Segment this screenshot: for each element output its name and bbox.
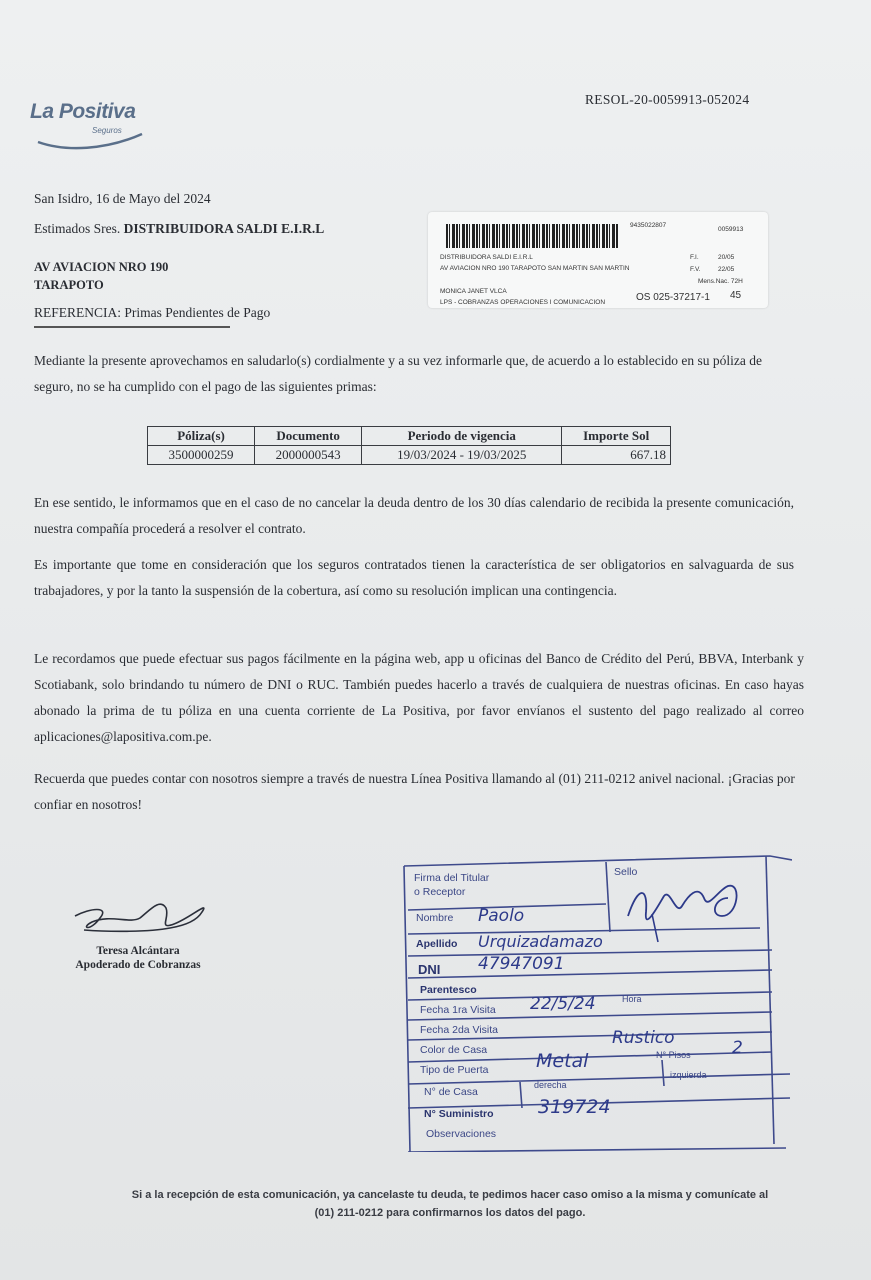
cell-periodo: 19/03/2024 - 19/03/2025 [362,446,562,465]
addressee-line [34,216,324,242]
label-mens: Mens.Nac. 72H [698,278,743,285]
logo-sub: Seguros [92,126,122,135]
stamp-suministro: N° Suministro [424,1108,494,1120]
stamp-izquierda: izquierda [670,1070,707,1080]
stamp-apellido-value: Urquizadamazo [478,932,603,951]
signature-icon [70,888,220,948]
col-periodo: Periodo de vigencia [362,427,562,446]
paragraph-1: Mediante la presente aprovechamos en saludarlo(s) cordialmente y a su vez informarle que, de acuerdo a lo establecido en su póliza de seguro, no se ha cumplido con el pago de las siguientes primas: [34,353,762,394]
logo-name: La Positiva [30,100,136,123]
stamp-derecha: derecha [534,1080,567,1090]
resolution-code: RESOL-20-0059913-052024 [585,92,750,107]
stamp-parentesco: Parentesco [420,984,477,996]
stamp-suministro-value: 319724 [538,1096,611,1118]
stamp-sello: Sello [614,866,638,878]
signatory [58,944,218,972]
label-dept: LPS - COBRANZAS OPERACIONES I COMUNICACION [440,299,606,306]
label-address: AV AVIACION NRO 190 TARAPOTO SAN MARTIN SAN MARTIN [440,265,630,272]
table-header-row [148,427,671,446]
subject-underline [34,326,230,328]
signatory-name: Teresa Alcántara [96,945,180,957]
stamp-tipo: Tipo de Puerta [420,1064,489,1076]
paragraph-4: Le recordamos que puede efectuar sus pagos fácilmente en la página web, app u oficinas del Banco de Crédito del Perú, BBVA, Interbank y Scotiabank, solo brindando tu número de DNI o RUC. También puedes hacerlo a través de cualquiera de nuestras oficinas. En caso hayas abonado la prima de tu póliza en una cuenta corriente de La Positiva, por favor envíanos el sustento del pago realizado al correo aplicaciones@lapositiva.com.pe. [34,651,804,744]
footer-note [120,1186,780,1222]
label-fv-val: 22/05 [718,266,735,273]
stamp-nombre-value: Paolo [478,906,525,926]
stamp-hora: Hora [622,994,642,1004]
barcode-icon [446,224,618,248]
stamp-signature-icon [618,876,748,946]
date-line: San Isidro, 16 de Mayo del 2024 [34,191,211,206]
stamp-pisos-value: 2 [732,1038,743,1058]
label-company: DISTRIBUIDORA SALDI E.I.R.L [440,254,533,261]
stamp-fecha2: Fecha 2da Visita [420,1024,499,1036]
addressee-address: AV AVIACION NRO 190 [34,260,169,274]
footer-line-1: Si a la recepción de esta comunicación, ya cancelaste tu deuda, te pedimos hacer caso omiso a la misma y comunícate al [131,1189,769,1201]
label-qty: 45 [730,290,742,301]
stamp-fecha1: Fecha 1ra Visita [420,1004,496,1016]
label-number: 0059913 [718,226,744,233]
label-person: MONICA JANET VLCA [440,288,507,295]
mailing-label [428,212,768,308]
stamp-color-value: Rustico [612,1028,675,1048]
stamp-casa: N° de Casa [424,1086,478,1098]
stamp-fecha1-value: 22/5/24 [530,994,596,1014]
col-importe: Importe Sol [562,427,671,446]
paragraph-2: En ese sentido, le informamos que en el caso de no cancelar la deuda dentro de los 30 días calendario de recibida la presente comunicación, nuestra compañía procederá a resolver el contrato. [34,495,794,536]
label-ref: OS 025-37217-1 [636,292,710,303]
label-code-top: 9435022807 [630,222,667,229]
footer-line-2: (01) 211-0212 para confirmarnos los datos del pago. [314,1207,586,1219]
paragraph-3: Es importante que tome en consideración que los seguros contratados tienen la característica de ser obligatorios en salvaguarda de sus trabajadores, y por la tanto la suspensión de la cobertura, así como su resolución implican una contingencia. [34,557,794,598]
company-logo [30,100,136,135]
stamp-tipo-value: Metal [536,1050,589,1072]
table-row [148,446,671,465]
stamp-nombre: Nombre [416,912,454,924]
subject-line: REFERENCIA: Primas Pendientes de Pago [34,305,271,320]
signatory-title: Apoderado de Cobranzas [75,959,201,971]
label-fi-val: 20/05 [718,254,735,261]
cell-poliza: 3500000259 [148,446,255,465]
stamp-dni: DNI [418,962,441,977]
stamp-dni-value: 47947091 [478,954,565,974]
stamp-apellido: Apellido [416,938,458,950]
addressee-prefix: Estimados Sres. [34,221,121,236]
col-documento: Documento [255,427,362,446]
paragraph-5: Recuerda que puedes contar con nosotros siempre a través de nuestra Línea Positiva llamando al (01) 211-0212 anivel nacional. ¡Gracias por confiar en nosotros! [34,771,795,812]
stamp-color: Color de Casa [420,1044,488,1056]
addressee-company: DISTRIBUIDORA SALDI E.I.R.L [123,221,325,236]
col-poliza: Póliza(s) [148,427,255,446]
stamp-firma-2: o Receptor [414,886,466,898]
stamp-firma-1: Firma del Titular [414,872,490,884]
stamp-pisos: N° Pisos [656,1050,691,1060]
label-fv: F.V. [690,266,701,273]
cell-documento: 2000000543 [255,446,362,465]
premiums-table [147,426,671,465]
logo-swoosh-icon [36,130,146,152]
label-fi: F.I. [690,254,699,261]
delivery-stamp [400,852,792,1152]
stamp-observaciones: Observaciones [426,1128,497,1140]
addressee-city: TARAPOTO [34,278,104,292]
cell-importe: 667.18 [562,446,671,465]
